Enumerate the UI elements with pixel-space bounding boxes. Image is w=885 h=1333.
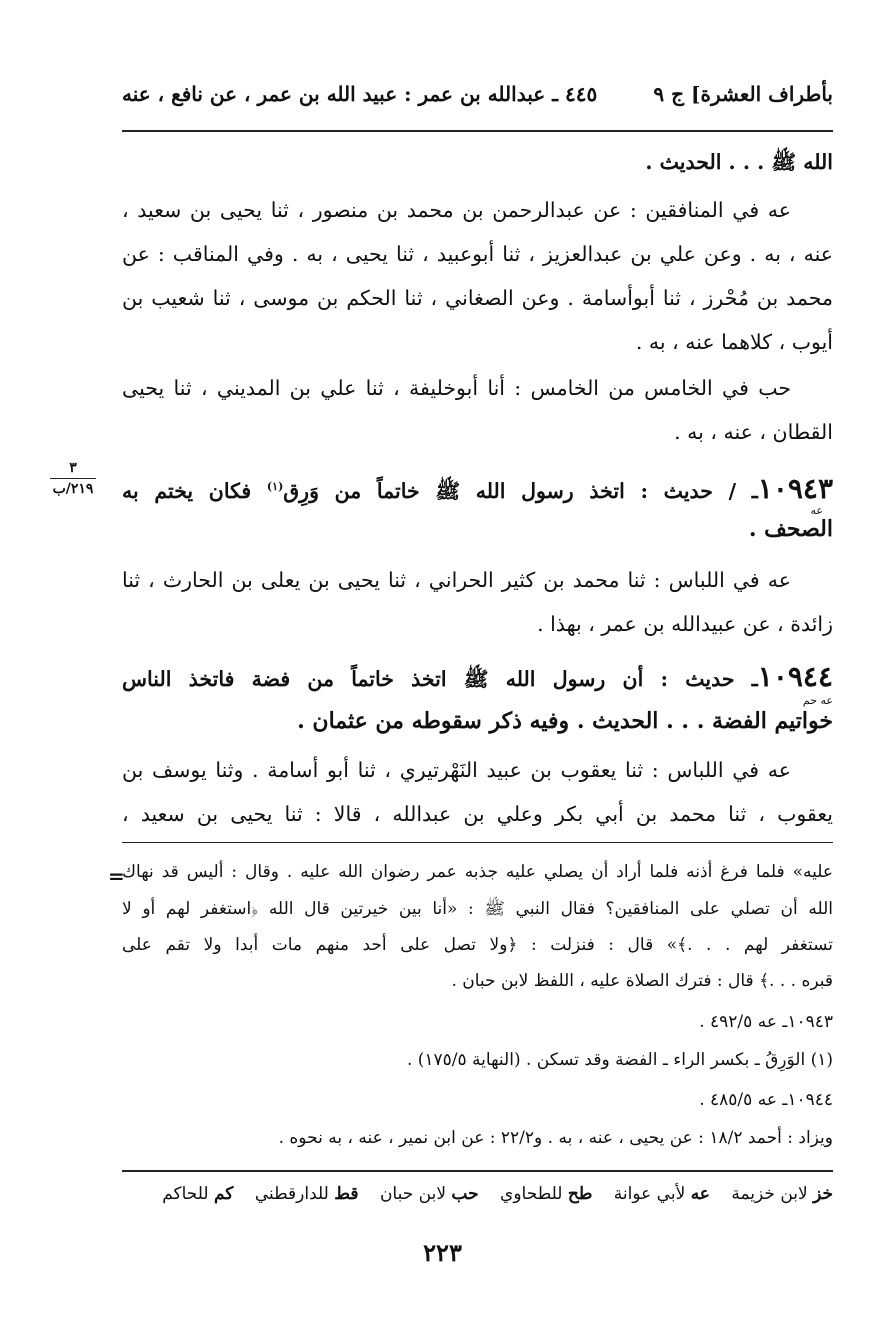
footnote-line: قبره . . .﴾ قال : فترك الصلاة عليه ، اللفظ لابن حبان . [451,971,833,991]
source-siglum: عه [810,504,823,517]
abbreviation-name: للحاكم [162,1184,209,1204]
abbreviation-code: حب [451,1184,479,1204]
abbreviations-rule [122,1170,833,1172]
text-line: عنه ، به . وعن علي بن عبدالعزيز ، ثنا أبوعبيد ، ثنا يحيى ، به . وفي المناقب : عن [122,242,833,266]
abbreviation-name: لابن خزيمة [731,1184,808,1204]
margin-note-bar [50,478,96,479]
abbreviation-name: للطحاوي [500,1184,563,1204]
footnote-ref: (١) [266,480,284,494]
footnote-line: عليه» فلما فرغ أذنه فلما أراد أن يصلي عليه جذبه عمر رضوان الله عليه . وقال : أليس قد نهاك [122,862,833,882]
footnote-rule [122,842,833,843]
abbreviation-item [500,1184,592,1204]
text-line: خواتيم الفضة . . . الحديث . وفيه ذكر سقوطه من عثمان . [297,708,833,734]
abbreviation-item [162,1184,233,1204]
abbreviation-code: عه [690,1184,710,1204]
abbreviation-name: لأبي عوانة [613,1184,686,1204]
margin-note-top: ٣ [69,460,77,476]
abbreviation-code: طح [567,1184,593,1204]
text-line: عه في اللباس : ثنا يعقوب بن عبيد النَهْرتيري ، ثنا أبو أسامة . وثنا يوسف بن [122,758,791,782]
header-volume: بأطراف العشرة] ج ٩ [653,82,833,106]
page-number: ٢٢٣ [423,1238,462,1267]
running-header [122,78,833,114]
hadith-title: ـ حديث : أن رسول الله ﷺ اتخذ خاتماً من فضة فاتخذ الناس [122,667,758,691]
header-rule [122,130,833,132]
text-line: أيوب ، كلاهما عنه ، به . [635,330,833,354]
abbreviation-item [255,1184,359,1204]
footnote-line: ١٠٩٤٤ـ عه ٤٨٥/٥ . [699,1090,833,1110]
abbreviation-item [380,1184,479,1204]
text-line: الصحف . [748,516,833,542]
footnote-line: (١) الوَرِقُ ـ بكسر الراء ـ الفضة وقد تسكن . (النهاية ١٧٥/٥) . [406,1050,833,1070]
text-line: حب في الخامس من الخامس : أنا أبوخليفة ، ثنا علي بن المديني ، ثنا يحيى [122,376,791,400]
abbreviation-code: خز [813,1184,833,1204]
header-chapter: ٤٤٥ ـ عبدالله بن عمر : عبيد الله بن عمر ، عن نافع ، عنه [122,82,598,106]
hadith-heading-10943 [122,472,833,509]
hadith-number: ١٠٩٤٣ [757,472,833,505]
abbreviations-key [122,1184,833,1204]
hadith-heading-10944 [122,660,833,697]
text-line: عه في اللباس : ثنا محمد بن كثير الحراني ، ثنا يحيى بن يعلى بن الحارث ، ثنا [122,568,791,592]
source-siglum: عه حم [802,694,833,707]
hadith-number: ١٠٩٤٤ [757,660,833,693]
text-line: يعقوب ، ثنا محمد بن أبي بكر وعلي بن عبدالله ، قالا : ثنا يحيى بن سعيد ، [122,802,833,826]
hadith-title-tail: فكان يختم به [122,479,252,503]
abbreviation-code: كم [213,1184,234,1204]
text-line: القطان ، عنه ، به . [674,420,833,444]
text-line: عه في المنافقين : عن عبدالرحمن بن محمد بن منصور ، ثنا يحيى بن سعيد ، [122,198,791,222]
hadith-title: ـ / حديث : اتخذ رسول الله ﷺ خاتماً من وَرِق [283,479,758,503]
footnote-line: ١٠٩٤٣ـ عه ٤٩٢/٥ . [699,1012,833,1032]
footnote-line: الله أن تصلي على المنافقين؟ فقال النبي ﷺ : «أنا بين خيرتين قال الله ﴿استغفر لهم أو لا [122,899,833,919]
footnote-line: تستغفر لهم . . .﴾» قال : فنزلت : ﴿ولا تصل على أحد منهم مات أبدا ولا تقم على [122,935,833,955]
text-line: محمد بن مُحْرز ، ثنا أبوأسامة . وعن الصغاني ، ثنا الحكم بن موسى ، ثنا شعيب بن [122,286,833,310]
text-line: زائدة ، عن عبيدالله بن عمر ، بهذا . [537,612,833,636]
margin-folio-note [42,460,104,497]
continuation-mark: = [108,864,125,888]
footnote-line: ويزاد : أحمد ١٨/٢ : عن يحيى ، عنه ، به . و٢٢/٢ : عن ابن نمير ، عنه ، به نحوه . [278,1128,833,1148]
abbreviation-item [614,1184,710,1204]
abbreviation-code: قط [334,1184,359,1204]
abbreviation-name: لابن حبان [379,1184,447,1204]
margin-note-bottom: ٢١٩/ب [52,481,94,497]
abbreviation-name: للدارقطني [254,1184,329,1204]
text-line: الله ﷺ . . . الحديث . [645,150,833,174]
abbreviation-item [731,1184,833,1204]
